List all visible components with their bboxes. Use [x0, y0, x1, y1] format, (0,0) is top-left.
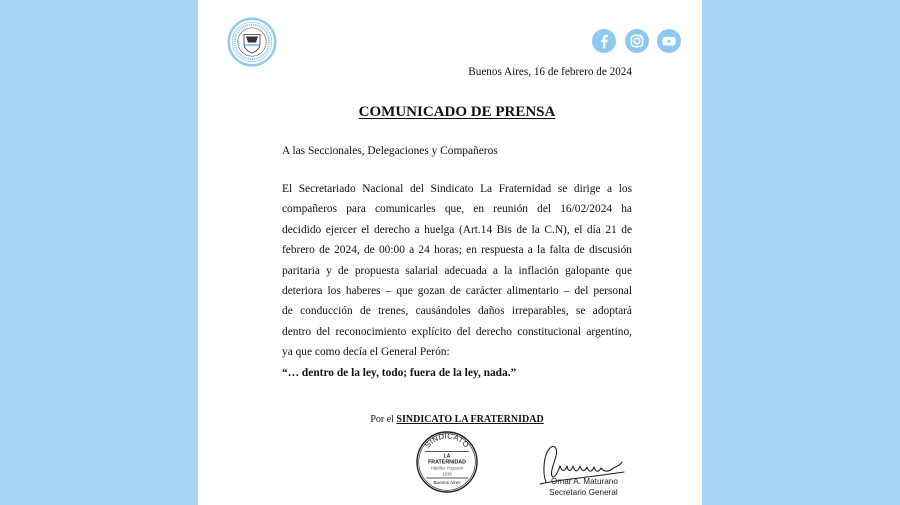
stamp-line-4: 1938 — [442, 471, 452, 477]
instagram-icon[interactable] — [625, 29, 649, 53]
body-line: deteriora los haberes – que gozan de carácter alimentario – del personal — [282, 284, 632, 297]
closing-organization: SINDICATO LA FRATERNIDAD — [396, 414, 544, 425]
document-title: COMUNICADO DE PRENSA — [358, 104, 556, 120]
stamp-arc-text: SINDICATO — [423, 431, 471, 450]
signer-block — [549, 476, 618, 498]
body-line: compañeros para comunicarles que, en reunión del 16/02/2024 ha — [282, 203, 632, 216]
stamp-line-1: LA — [443, 453, 451, 460]
body-line: decidido ejercer el derecho a huelga (Art.14 Bis de la C.N), el día 21 de — [282, 223, 632, 236]
signer-role: Secretario General — [549, 488, 618, 497]
stamp-line-5: Buenos Aires — [433, 480, 461, 485]
union-stamp — [415, 430, 479, 494]
signer-name: Omar A. Maturano — [551, 477, 618, 486]
body-line: febrero de 2024, de 00:00 a 24 horas; en respuesta a la falta de discusión — [282, 244, 632, 257]
facebook-icon[interactable] — [592, 29, 616, 53]
stamp-line-3: Hipólito Yrigoyen — [430, 465, 464, 471]
body-line: ya que como decía el General Perón: — [282, 346, 450, 359]
letter-date: Buenos Aires, 16 de febrero de 2024 — [468, 66, 632, 78]
body-line: de conducción de trenes, causándoles daños irreparables, se adoptará — [282, 305, 632, 318]
closing-line — [282, 411, 632, 429]
peron-quote: “… dentro de la ley, todo; fuera de la ley, nada.” — [282, 366, 517, 379]
stamp-line-2: FRATERNIDAD — [428, 459, 466, 466]
press-release-page — [198, 0, 702, 505]
body-line: dentro del reconocimiento explícito del derecho constitucional argentino, — [282, 325, 632, 338]
body-line: paritaria y de propuesta salarial adecuada a la inflación galopante que — [282, 264, 632, 277]
body-paragraph — [282, 179, 632, 383]
youtube-icon[interactable] — [657, 29, 681, 53]
union-emblem-icon — [227, 17, 277, 67]
body-line: El Secretariado Nacional del Sindicato La Fraternidad se dirige a los — [282, 183, 632, 195]
closing-prefix: Por el — [370, 414, 397, 425]
salutation: A las Seccionales, Delegaciones y Compañeros — [282, 145, 498, 157]
